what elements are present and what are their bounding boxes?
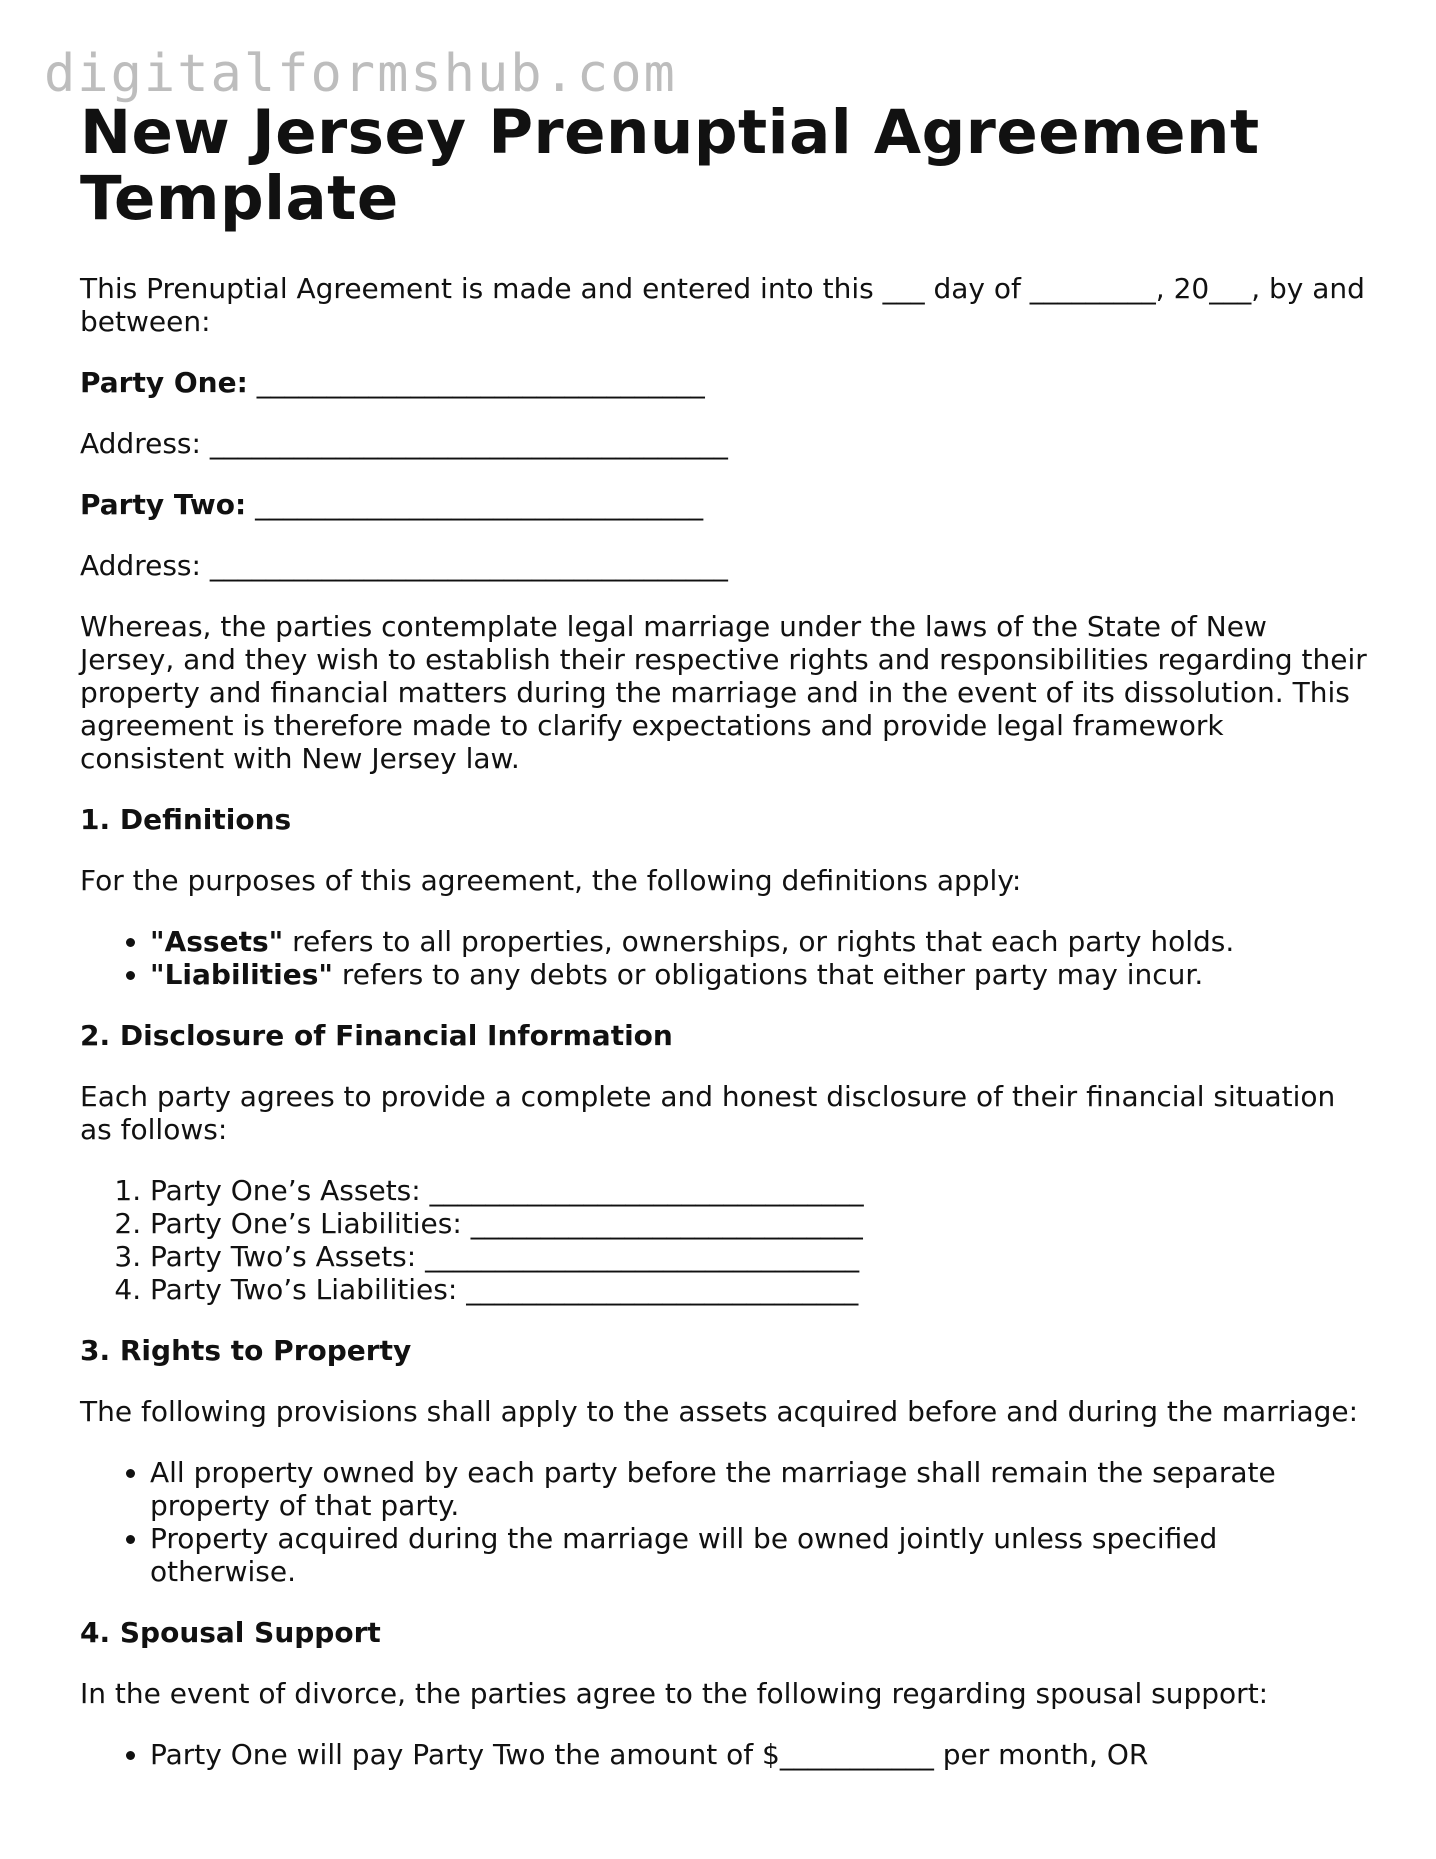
party-two-line xyxy=(80,488,1370,521)
document-body xyxy=(80,97,1370,1799)
list-item: • Property acquired during the marriage will be owned jointly unless specified otherwise. xyxy=(150,1522,1370,1588)
list-item: 1. Party One’s Assets: _______________________________ xyxy=(150,1174,1370,1207)
address-one-blank: _____________________________________ xyxy=(209,427,728,460)
watermark: digitalformshub.com xyxy=(44,44,677,104)
section-heading-support: 4. Spousal Support xyxy=(80,1616,381,1649)
address-one-line xyxy=(80,427,1370,460)
list-item: • All property owned by each party before the marriage shall remain the separate property of that party. xyxy=(150,1456,1370,1522)
property-list xyxy=(80,1456,1370,1588)
party-two-label: Party Two: xyxy=(80,488,247,521)
list-item: 2. Party One’s Liabilities: ____________________________ xyxy=(150,1207,1370,1240)
support-list xyxy=(80,1738,1370,1771)
page-title: New Jersey Prenuptial Agreement Template xyxy=(80,97,1260,234)
list-item: • Party One will pay Party Two the amount of $___________ per month, OR xyxy=(150,1738,1370,1771)
definition-term: "Assets" xyxy=(150,925,284,958)
property-intro: The following provisions shall apply to the assets acquired before and during the marriage: xyxy=(80,1395,1359,1428)
whereas-paragraph: Whereas, the parties contemplate legal marriage under the laws of the State of New Jersey, and they wish to establish their respective rights and responsibilities regarding their property and financial matters during the marriage and in the event of its dissolution. This agreement is therefore made to clarify expectations and provide legal framework consistent with New Jersey law. xyxy=(80,610,1367,775)
definition-text: refers to any debts or obligations that either party may incur. xyxy=(332,958,1204,991)
list-item: 4. Party Two’s Liabilities: ____________________________ xyxy=(150,1273,1370,1306)
section-heading-disclosure: 2. Disclosure of Financial Information xyxy=(80,1019,673,1052)
address-two-line xyxy=(80,549,1370,582)
intro-paragraph: This Prenuptial Agreement is made and entered into this ___ day of _________, 20___, by and between: xyxy=(80,272,1365,338)
address-two-blank: _____________________________________ xyxy=(209,549,728,582)
disclosure-intro: Each party agrees to provide a complete and honest disclosure of their financial situation as follows: xyxy=(80,1080,1336,1146)
list-item xyxy=(150,925,1370,958)
disclosure-list xyxy=(80,1174,1370,1306)
list-item: 3. Party Two’s Assets: _______________________________ xyxy=(150,1240,1370,1273)
list-item xyxy=(150,958,1370,991)
support-intro: In the event of divorce, the parties agree to the following regarding spousal support: xyxy=(80,1677,1269,1710)
party-one-label: Party One: xyxy=(80,366,248,399)
party-one-blank: ________________________________ xyxy=(256,366,705,399)
definitions-list xyxy=(80,925,1370,991)
address-two-label: Address: xyxy=(80,549,201,582)
definition-text: refers to all properties, ownerships, or rights that each party holds. xyxy=(283,925,1235,958)
party-two-blank: ________________________________ xyxy=(255,488,704,521)
section-heading-property: 3. Rights to Property xyxy=(80,1334,412,1367)
section-heading-definitions: 1. Definitions xyxy=(80,803,292,836)
definitions-intro: For the purposes of this agreement, the following definitions apply: xyxy=(80,864,1022,897)
party-one-line xyxy=(80,366,1370,399)
address-one-label: Address: xyxy=(80,427,201,460)
definition-term: "Liabilities" xyxy=(150,958,333,991)
